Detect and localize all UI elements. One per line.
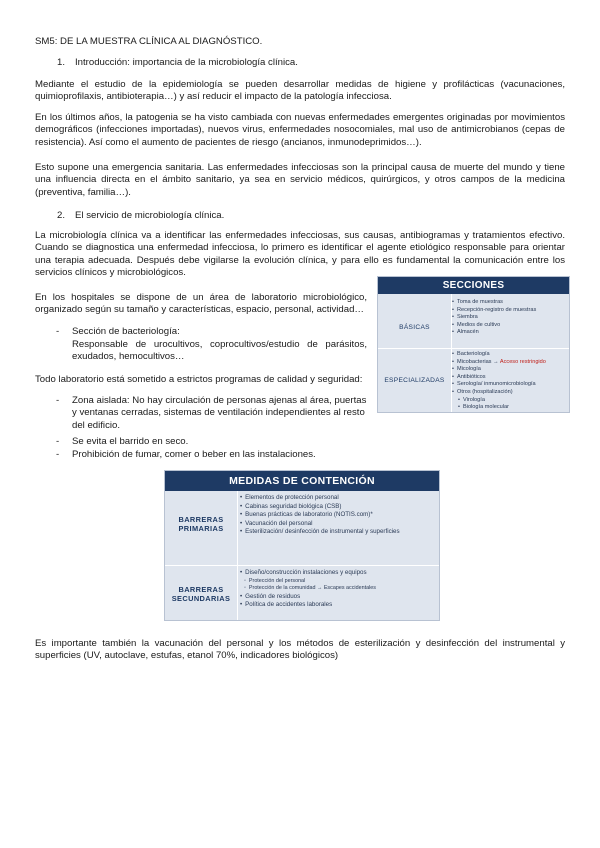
label-line: PRIMARIAS (178, 524, 224, 533)
list-item: • Toma de muestras (452, 299, 569, 307)
list-item: • Medios de cultivo (452, 322, 569, 330)
bullet-dash: - (56, 395, 60, 406)
paragraph-emergency: Esto supone una emergencia sanitaria. Las enfermedades infecciosas son la principal causa de muerte del mundo y tiene una influencia directa en el ámbito sanitario, ya sea en servicio médicos, quirúrgicos, y otros campos de la medicina (preventiva, familia…). (35, 162, 565, 198)
medidas-contencion-table (164, 470, 440, 621)
barreras-primarias-list (240, 494, 438, 537)
paragraph-quality: Todo laboratorio está sometido a estrictos programas de calidad y seguridad: (35, 374, 363, 385)
section-1-heading (57, 57, 298, 69)
list-item: • Política de accidentes laborales (240, 601, 438, 610)
list-item: • Bacteriología (452, 351, 569, 359)
bullet-bacteriology-body: Responsable de urocultivos, coprocultivos/estudio de parásitos, exudados, hemocultivos… (72, 339, 367, 363)
section-2-number: 2. (57, 210, 66, 221)
bullet-no-smoking: Prohibición de fumar, comer o beber en las instalaciones. (72, 449, 316, 460)
medidas-divider (237, 491, 238, 620)
secciones-header: SECCIONES (378, 277, 569, 294)
list-item (452, 359, 569, 367)
paragraph-pathogenesis: En los últimos años, la patogenia se ha visto cambiada con nuevas enfermedades emergentes originadas por movimientos demográficos (infecciones importadas), nuevos virus, enfermedades nosocomiales, mal uso de antimicrobianos (cepas de resistencia). Así como el aumento de pacientes de riesgo (ancianos, inmunodeprimidos…). (35, 112, 565, 148)
list-subitem: ◦ Protección del personal (240, 578, 438, 586)
paragraph-epidemiology: Mediante el estudio de la epidemiología se pueden desarrollar medidas de higiene y profilácticas (vacunaciones, quimioprofilaxis, antibioterapia…) y así reducir el impacto de la patología infecciosa. (35, 79, 565, 103)
label-line: BARRERAS (178, 515, 224, 524)
section-1-text: Introducción: importancia de la microbiología clínica. (75, 57, 298, 68)
paragraph-vaccination: Es importante también la vacunación del personal y los métodos de esterilización y desinfección del instrumental y superficies (UV, autoclave, estufas, etanol 70%, indicadores biológicos) (35, 638, 565, 662)
list-item: • Vacunación del personal (240, 520, 438, 529)
section-1-number: 1. (57, 57, 66, 68)
medidas-header: MEDIDAS DE CONTENCIÓN (165, 471, 439, 491)
list-item: • Buenas prácticas de laboratorio (NOTIS.com)* (240, 511, 438, 520)
secciones-table (377, 276, 570, 413)
label-line: SECUNDARIAS (171, 594, 231, 603)
bullet-dry-sweep: Se evita el barrido en seco. (72, 436, 189, 447)
paragraph-hospitals: En los hospitales se dispone de un área de laboratorio microbiológico, organizado según su tamaño y características, espacio, personal, actividad… (35, 292, 367, 316)
especializadas-label: ESPECIALIZADAS (384, 377, 445, 384)
barreras-primarias-label (165, 515, 237, 533)
list-item: • Esterilización/ desinfección de instrumental y superficies (240, 528, 438, 537)
list-item: • Almacén (452, 329, 569, 337)
list-item: • Diseño/construcción instalaciones y equipos (240, 569, 438, 578)
list-item: • Elementos de protección personal (240, 494, 438, 503)
basicas-label: BÁSICAS (399, 324, 430, 331)
barreras-secundarias-label (165, 585, 237, 603)
bullet-dash: - (56, 436, 60, 447)
section-2-heading (57, 210, 224, 222)
medidas-row-divider (165, 565, 439, 566)
list-subitem: ◦ Protección de la comunidad → Escapes accidentales (240, 585, 438, 593)
list-item: • Gestión de residuos (240, 593, 438, 602)
list-item: • Otros (hospitalización) (452, 389, 569, 397)
secciones-row-divider (378, 348, 569, 349)
restricted-access-note: Acceso restringido (499, 358, 546, 365)
page-title: SM5: DE LA MUESTRA CLÍNICA AL DIAGNÓSTICO. (35, 36, 263, 47)
bullet-isolated-zone: Zona aislada: No hay circulación de personas ajenas al área, puertas y ventanas cerradas, sistemas de ventilación independientes al resto del edificio. (72, 395, 367, 431)
bullet-dash: - (56, 449, 60, 460)
list-item-text: Micobacterias → (456, 358, 499, 365)
barreras-secundarias-list (240, 569, 438, 610)
label-line: BARRERAS (178, 585, 224, 594)
basicas-list (452, 299, 569, 337)
list-subitem: • Biología molecular (452, 404, 569, 412)
list-item: • Micología (452, 366, 569, 374)
especializadas-list (452, 351, 569, 412)
list-item: • Recepción-registro de muestras (452, 307, 569, 315)
list-item: • Cabinas seguridad biológica (CSB) (240, 503, 438, 512)
paragraph-clinical-microbiology: La microbiología clínica va a identificar las enfermedades infecciosas, sus causas, antibiogramas y tratamientos efectivo. Cuando se diagnostica una enfermedad infecciosa, lo primero es identificar el agente etiológico responsable para orientar una terapia adecuada. Después debe vigilarse la evolución clínica, y para ello es fundamental la comunicación entre los servicios clínicos y microbiológicos. (35, 230, 565, 279)
list-subitem: • Virología (452, 397, 569, 405)
bullet-bacteriology-title: Sección de bacteriología: (72, 326, 180, 337)
list-item: • Antibióticos (452, 374, 569, 382)
section-2-text: El servicio de microbiología clínica. (75, 210, 225, 221)
list-item: • Siembra (452, 314, 569, 322)
list-item: • Serología/ inmunomicrobiología (452, 381, 569, 389)
bullet-dash: - (56, 326, 60, 337)
